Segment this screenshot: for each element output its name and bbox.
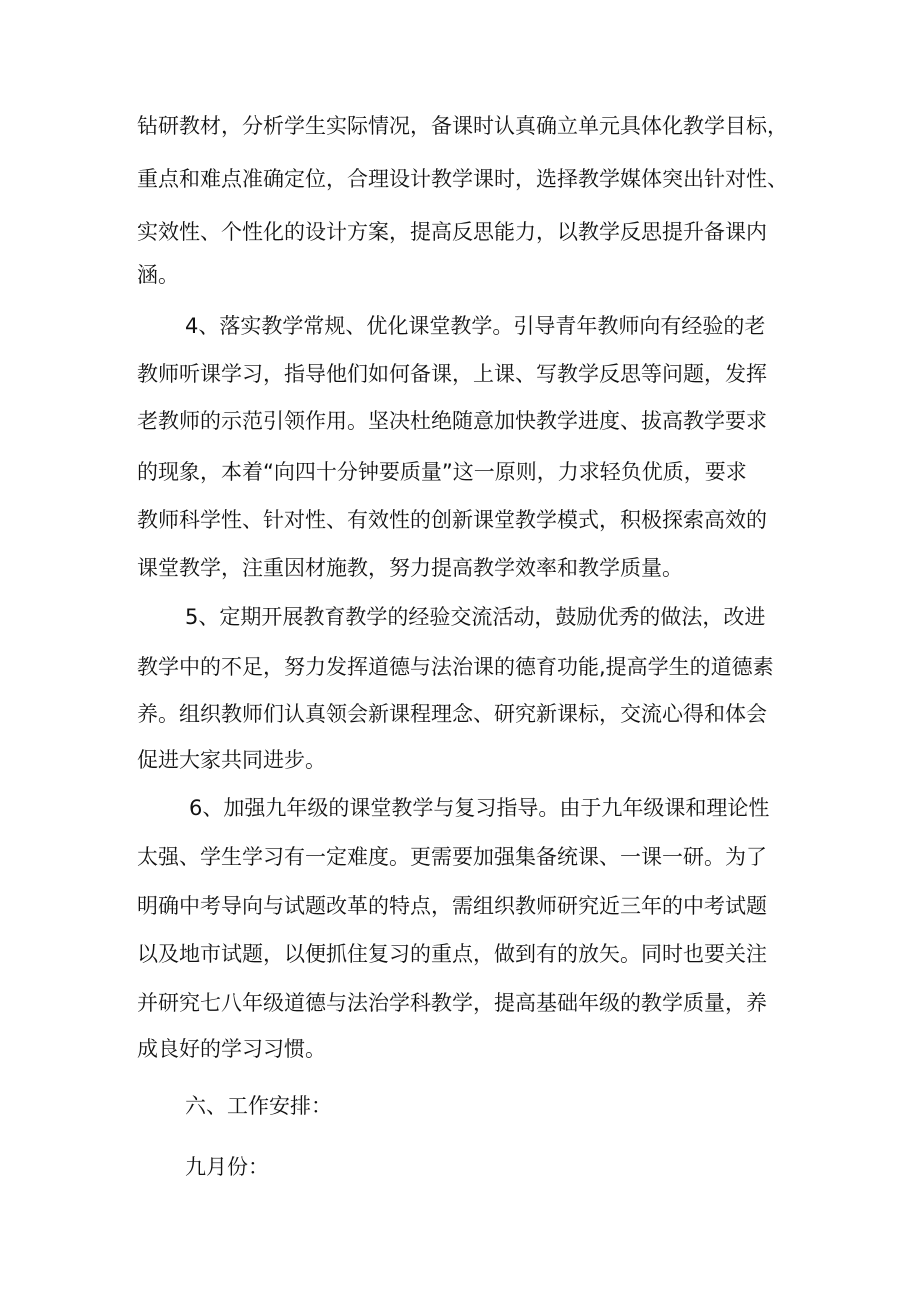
- paragraph-line: 5、定期开展教育教学的经验交流活动，鼓励优秀的做法，改进: [185, 605, 766, 629]
- paragraph-line: 以及地市试题，以便抓住复习的重点，做到有的放矢。同时也要关注: [137, 942, 767, 966]
- paragraph-line: 教学中的不足，努力发挥道德与法治课的德育功能,提高学生的道德素: [137, 655, 774, 679]
- paragraph-line: 6、加强九年级的课堂教学与复习指导。由于九年级课和理论性: [189, 796, 770, 820]
- paragraph-line: 的现象，本着“向四十分钟要质量”这一原则，力求轻负优质，要求: [137, 460, 747, 484]
- paragraph-line: 教师听课学习，指导他们如何备课，上课、写教学反思等问题，发挥: [137, 362, 767, 386]
- paragraph-line: 教师科学性、针对性、有效性的创新课堂教学模式，积极探索高效的: [137, 508, 767, 532]
- paragraph-line: 太强、学生学习有一定难度。更需要加强集备统课、一课一研。为了: [137, 845, 767, 869]
- paragraph-line: 并研究七八年级道德与法治学科教学，提高基础年级的教学质量，养: [137, 991, 767, 1015]
- paragraph-line: 4、落实教学常规、优化课堂教学。引导青年教师向有经验的老: [185, 314, 766, 338]
- paragraph-line: 实效性、个性化的设计方案，提高反思能力，以教学反思提升备课内: [137, 220, 767, 244]
- paragraph-line: 促进大家共同进步。: [137, 748, 326, 772]
- month-heading: 九月份：: [185, 1155, 269, 1179]
- paragraph-line: 成良好的学习习惯。: [137, 1037, 326, 1061]
- paragraph-line: 涵。: [137, 263, 179, 287]
- paragraph-line: 课堂教学，注重因材施教，努力提高教学效率和教学质量。: [137, 556, 683, 580]
- paragraph-line: 重点和难点准确定位，合理设计教学课时，选择教学媒体突出针对性、: [137, 167, 788, 191]
- paragraph-line: 老教师的示范引领作用。坚决杜绝随意加快教学进度、拔高教学要求: [137, 409, 767, 433]
- paragraph-line: 钻研教材，分析学生实际情况，备课时认真确立单元具体化教学目标，: [137, 114, 788, 138]
- paragraph-line: 明确中考导向与试题改革的特点，需组织教师研究近三年的中考试题: [137, 894, 767, 918]
- section-heading: 六、工作安排：: [185, 1094, 332, 1118]
- paragraph-line: 养。组织教师们认真领会新课程理念、研究新课标，交流心得和体会: [137, 702, 767, 726]
